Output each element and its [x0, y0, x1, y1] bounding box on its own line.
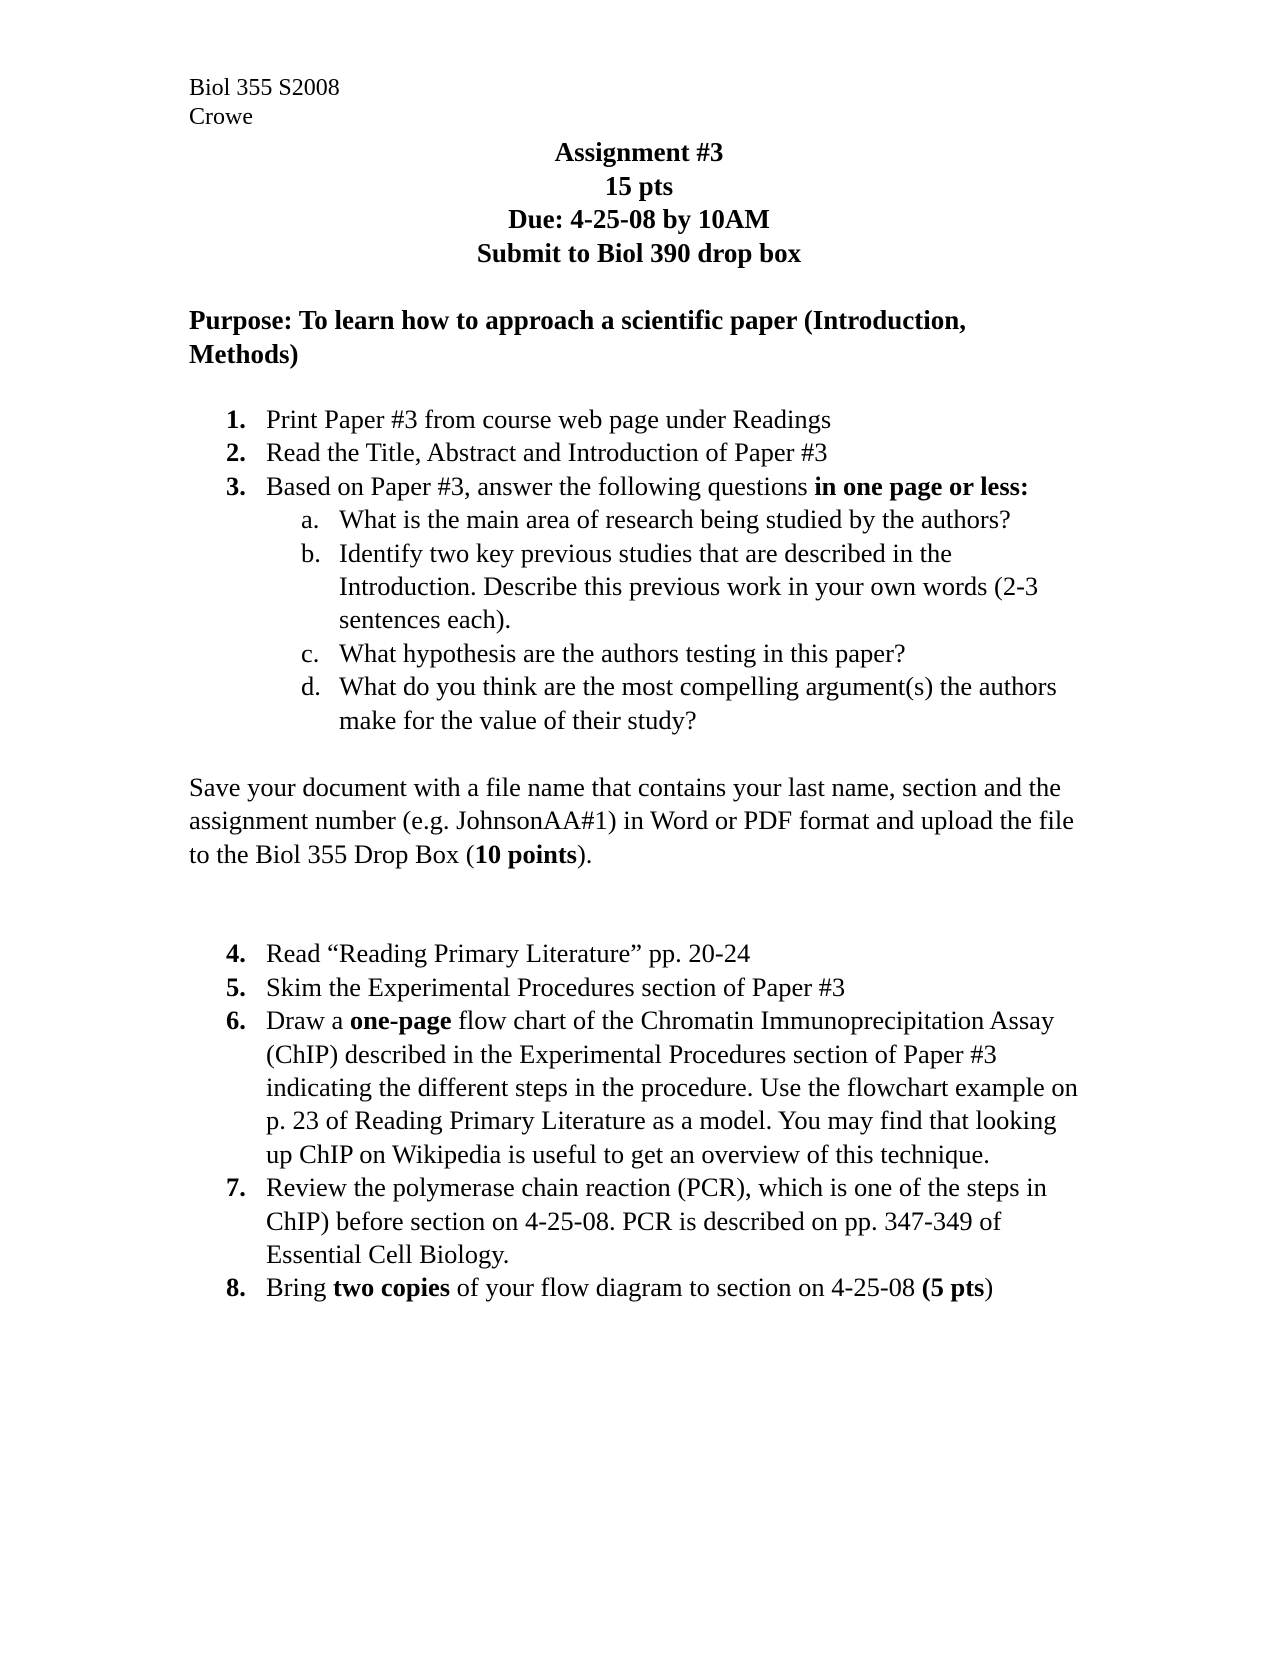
item-number: 6. — [226, 1005, 246, 1036]
save-instructions — [189, 771, 1094, 871]
item-number: 5. — [226, 971, 246, 1002]
instructor-name: Crowe — [189, 104, 253, 130]
list-item — [189, 1171, 1089, 1271]
submit-location: Submit to Biol 390 drop box — [476, 237, 802, 268]
document-page — [189, 74, 1089, 1305]
item-emphasis: two copies — [333, 1272, 451, 1303]
item-text: Review the polymerase chain reaction (PCR), which is one of the steps in ChIP) before section on 4-25-08. PCR is described on pp. 347-349 of Essential Cell Biology. — [266, 1172, 1047, 1269]
closing-paren: ) — [984, 1272, 994, 1303]
list-item — [189, 1004, 1089, 1171]
sub-question-text: What hypothesis are the authors testing in this paper? — [339, 637, 906, 668]
item-text: Based on Paper #3, answer the following questions — [266, 470, 815, 501]
item-number: 4. — [226, 938, 246, 969]
item-number: 2. — [226, 437, 246, 468]
sub-question — [266, 537, 1079, 637]
task-list-part-2 — [189, 937, 1089, 1304]
sub-question-letter: c. — [301, 637, 320, 668]
item-text: Draw a — [266, 1005, 350, 1036]
save-points: 10 points — [474, 838, 577, 869]
assignment-points: 15 pts — [604, 170, 674, 201]
item-number: 3. — [226, 470, 246, 501]
save-text: Save your document with a file name that contains your last name, section and the assignment number (e.g. JohnsonAA#1) in Word or PDF format and upload the file to the Biol 355 Drop Box ( — [189, 772, 1074, 869]
item-text: Bring — [266, 1272, 333, 1303]
points-emphasis: (5 pts — [921, 1272, 985, 1303]
list-item — [189, 937, 1089, 970]
item-number: 7. — [226, 1172, 246, 1203]
item-text: Read “Reading Primary Literature” pp. 20-24 — [266, 938, 751, 969]
item-number: 8. — [226, 1272, 246, 1303]
item-text: Print Paper #3 from course web page under Readings — [266, 404, 832, 434]
sub-question-letter: d. — [301, 671, 321, 702]
sub-question-letter: a. — [301, 504, 320, 535]
item-text-cont: flow chart of the Chromatin Immunoprecipitation Assay (ChIP) described in the Experimental Procedures section of Paper #3 indicating the different steps in the procedure. Use the flowchart example on p. 23 of Reading Primary Literature as a model. You may find that looking up ChIP on Wikipedia is useful to get an overview of this technique. — [266, 1005, 1078, 1169]
sub-question — [266, 503, 1079, 536]
item-text: Skim the Experimental Procedures section of Paper #3 — [266, 971, 846, 1002]
question-sublist — [266, 503, 1089, 737]
save-text-end: ). — [576, 838, 593, 869]
course-label: Biol 355 S2008 — [189, 75, 340, 101]
sub-question — [266, 670, 1079, 737]
list-item — [189, 971, 1089, 1004]
item-emphasis: one-page — [349, 1005, 452, 1036]
sub-question-text: What is the main area of research being studied by the authors? — [339, 504, 1011, 535]
item-emphasis: in one page or less: — [814, 470, 1029, 501]
item-text: Read the Title, Abstract and Introduction of Paper #3 — [266, 437, 828, 468]
title-block — [189, 136, 1089, 270]
list-item — [189, 403, 1089, 436]
purpose-statement: Purpose: To learn how to approach a scientific paper (Introduction, Methods) — [189, 305, 967, 369]
item-text-cont: of your flow diagram to section on 4-25-08 — [450, 1272, 922, 1303]
assignment-title: Assignment #3 — [554, 137, 724, 167]
sub-question-text: What do you think are the most compelling argument(s) the authors make for the value of their study? — [339, 671, 1057, 735]
list-item — [189, 1271, 1089, 1304]
item-number: 1. — [226, 404, 246, 434]
list-item — [189, 470, 1089, 737]
due-date: Due: 4-25-08 by 10AM — [508, 204, 770, 234]
task-list-part-1 — [189, 403, 1089, 737]
sub-question-text: Identify two key previous studies that are described in the Introduction. Describe this previous work in your own words (2-3 sentences each). — [339, 537, 1039, 635]
sub-question-letter: b. — [301, 537, 321, 568]
sub-question — [266, 637, 1079, 670]
list-item — [189, 436, 1089, 469]
